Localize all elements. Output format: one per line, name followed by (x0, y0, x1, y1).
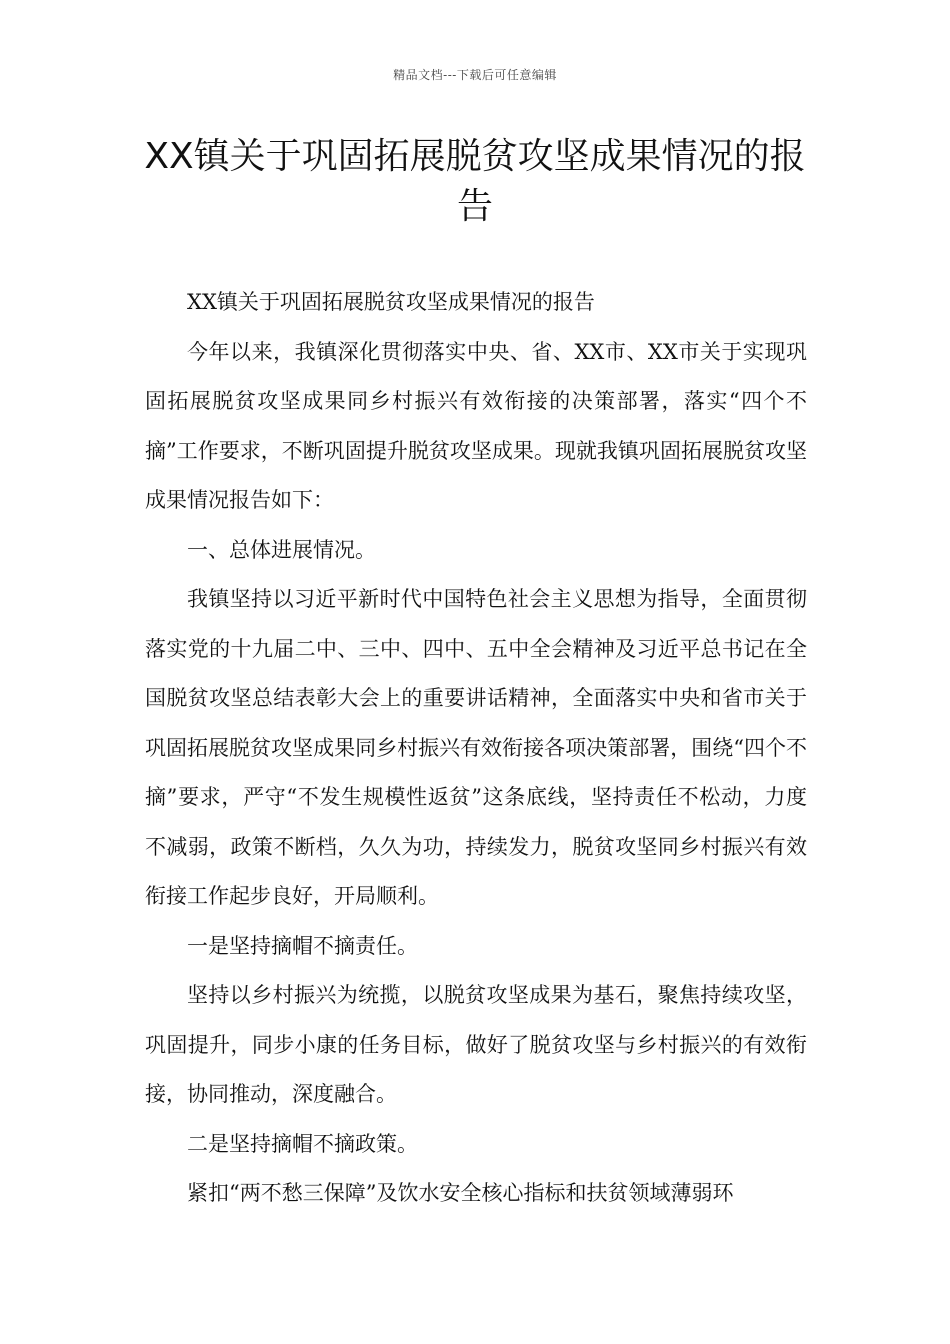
paragraph-subtitle: XX镇关于巩固拓展脱贫攻坚成果情况的报告 (187, 290, 595, 314)
subheading-policy: 二是坚持摘帽不摘政策。 (187, 1131, 418, 1156)
document-body (145, 278, 807, 1219)
paragraph-overall-progress: 我镇坚持以习近平新时代中国特色社会主义思想为指导，全面贯彻落实党的十九届二中、三中、四中、五中全会精神及习近平总书记在全国脱贫攻坚总结表彰大会上的重要讲话精神，全面落实中央和省市关于巩固拓展脱贫攻坚成果同乡村振兴有效衔接各项决策部署，围绕“四个不摘”要求，严守“不发生规模性返贫”这条底线，坚持责任不松动，力度不减弱，政策不断档，久久为功，持续发力，脱贫攻坚同乡村振兴有效衔接工作起步良好，开局顺利。 (145, 587, 807, 908)
paragraph-policy: 紧扣“两不愁三保障”及饮水安全核心指标和扶贫领域薄弱环 (187, 1181, 734, 1205)
paragraph-intro: 今年以来，我镇深化贯彻落实中央、省、XX市、XX市关于实现巩固拓展脱贫攻坚成果同乡村振兴有效衔接的决策部署，落实“四个不摘”工作要求，不断巩固提升脱贫攻坚成果。现就我镇巩固拓展脱贫攻坚成果情况报告如下： (145, 339, 807, 512)
subheading-responsibility: 一是坚持摘帽不摘责任。 (187, 933, 418, 958)
paragraph-responsibility: 坚持以乡村振兴为统揽，以脱贫攻坚成果为基石，聚焦持续攻坚，巩固提升，同步小康的任务目标，做好了脱贫攻坚与乡村振兴的有效衔接，协同推动，深度融合。 (145, 983, 807, 1106)
document-header-note: 精品文档---下载后可任意编辑 (393, 68, 557, 82)
document-title: XX镇关于巩固拓展脱贫攻坚成果情况的报告 (144, 136, 806, 227)
section-heading-overall-progress: 一、总体进展情况。 (187, 537, 376, 562)
